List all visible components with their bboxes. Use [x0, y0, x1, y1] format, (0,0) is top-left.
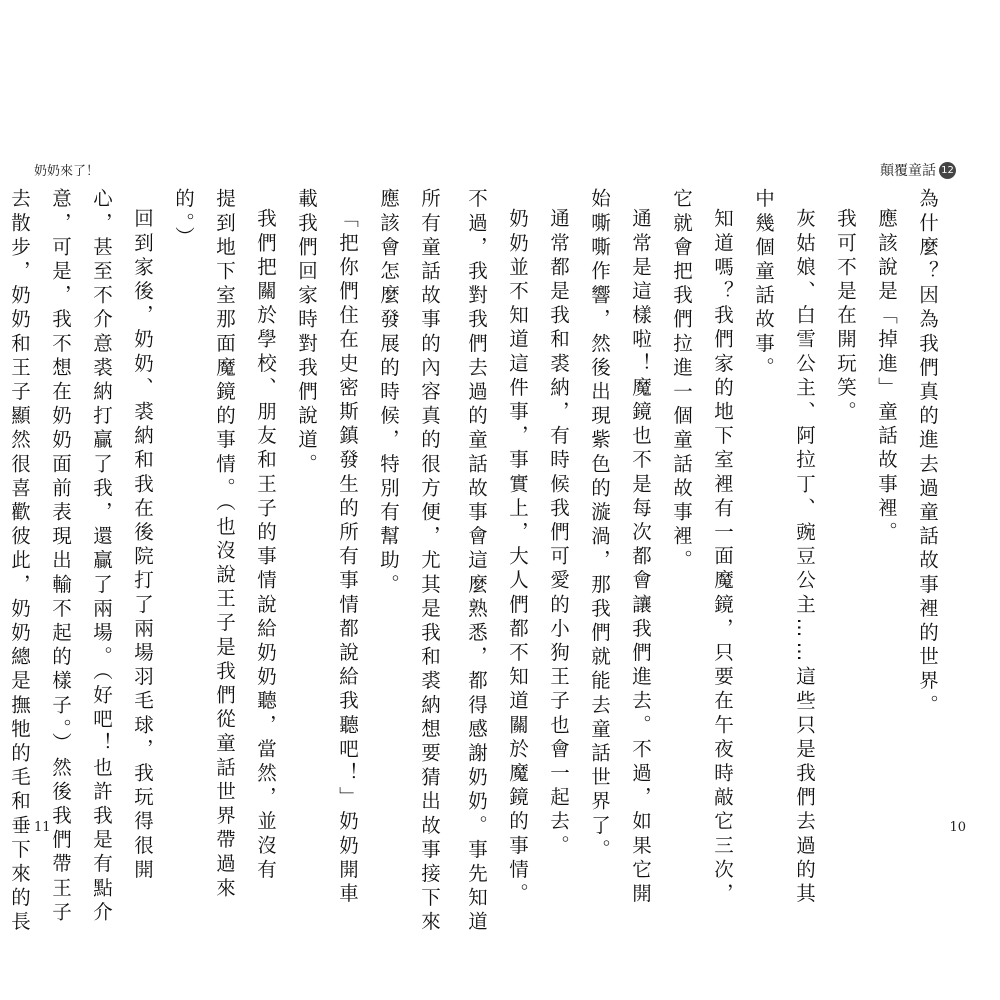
- text-column: 我們把關於學校、朋友和王子的事情說給奶奶聽，當然，並沒有: [254, 207, 277, 883]
- running-header-left: 奶奶來了！: [34, 164, 100, 179]
- text-column: 應該會怎麼發展的時候，特別有幫助。: [377, 188, 400, 598]
- text-column: 灰姑娘、白雪公主、阿拉丁、豌豆公主……這些只是我們去過的其: [793, 207, 816, 907]
- text-column: 回到家後，奶奶、裘納和我在後院打了兩場羽毛球，我玩得很開: [131, 207, 154, 883]
- text-column: 的。）: [172, 188, 195, 251]
- text-column: 去散步，奶奶和王子顯然很喜歡彼此，奶奶總是撫牠的毛和垂下來的長: [8, 188, 31, 936]
- text-column: 知道嗎？我們家的地下室裡有一面魔鏡，只要在午夜時敲它三次，: [711, 207, 734, 907]
- text-column: 載我們回家時對我們說道。: [295, 188, 318, 478]
- text-column: 通常都是我和裘納，有時候我們可愛的小狗王子也會一起去。: [547, 207, 570, 859]
- volume-badge: 12: [939, 162, 956, 179]
- text-column: 中幾個童話故事。: [752, 188, 775, 381]
- text-column: 它就會把我們拉進一個童話故事裡。: [670, 188, 693, 574]
- text-column: 奶奶並不知道這件事，事實上，大人們都不知道關於魔鏡的事情。: [506, 207, 529, 907]
- text-column: 不過，我對我們去過的童話故事會這麼熟悉，都得感謝奶奶。事先知道: [465, 188, 488, 936]
- text-column: 意，可是，我不想在奶奶面前表現出輸不起的樣子。）然後我們帶王子: [49, 188, 72, 926]
- text-column: 「把你們住在史密斯鎮發生的所有事情都說給我聽吧！」奶奶開車: [336, 207, 359, 907]
- running-header-right: [880, 160, 956, 180]
- right-page-text: [465, 188, 948, 936]
- page-number-left: 11: [34, 820, 51, 835]
- text-column: 我可不是在開玩笑。: [834, 207, 857, 425]
- text-column: 通常是這樣啦！魔鏡也不是每次都會讓我們進去。不過，如果它開: [629, 207, 652, 907]
- text-column: 提到地下室那面魔鏡的事情。（也沒說王子是我們從童話世界帶過來: [213, 188, 236, 902]
- text-column: 為什麼？因為我們真的進去過童話故事裡的世界。: [916, 188, 939, 719]
- page-number-right: 10: [949, 820, 966, 835]
- text-column: 所有童話故事的內容真的很方便，尤其是我和裘納想要猜出故事接下來: [418, 188, 441, 936]
- series-title: 顛覆童話: [880, 163, 936, 179]
- text-column: 心，甚至不介意裘納打贏了我，還贏了兩場。（好吧！也許我是有點介: [90, 188, 113, 926]
- text-column: 始嘶嘶作響，然後出現紫色的漩渦，那我們就能去童話世界了。: [588, 188, 611, 863]
- text-column: 應該說是「掉進」童話故事裡。: [875, 207, 898, 545]
